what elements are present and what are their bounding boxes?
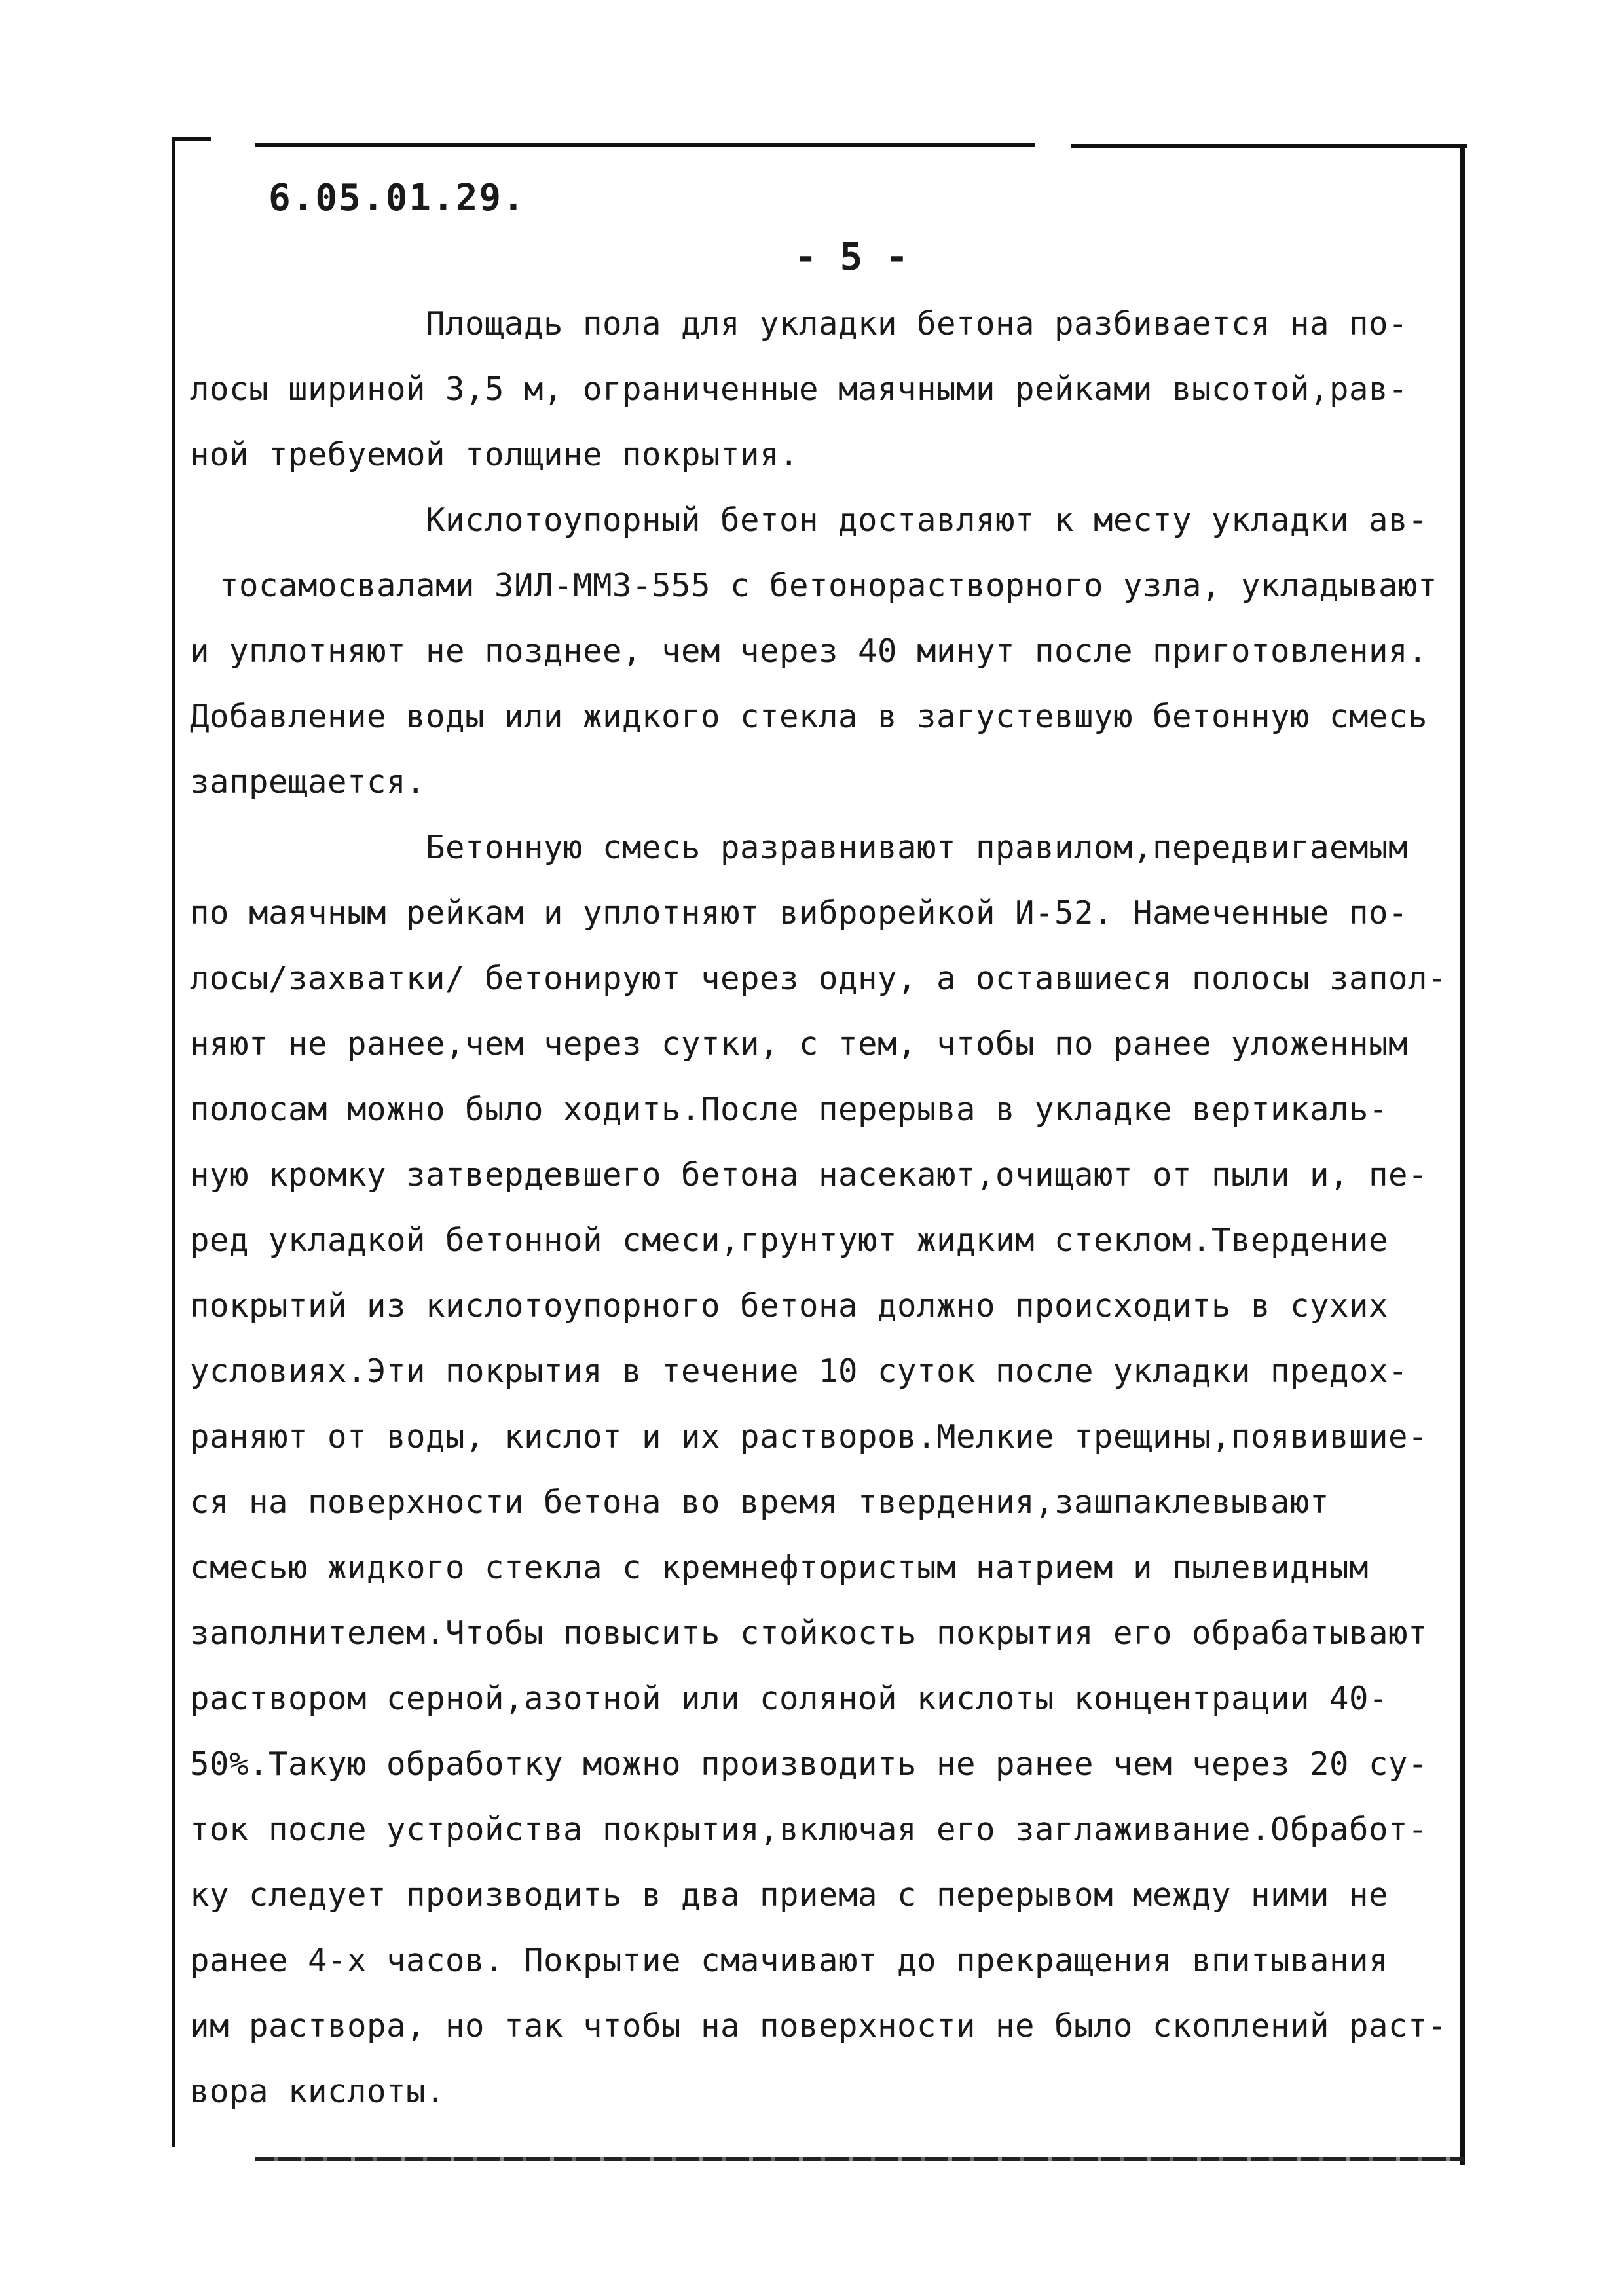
- text-line: Площадь пола для укладки бетона разбивается на по-: [426, 305, 1409, 342]
- frame-top-right-line: [1071, 144, 1467, 148]
- text-line: им раствора, но так чтобы на поверхности не было скоплений раст-: [190, 2007, 1448, 2045]
- frame-left-line: [172, 137, 175, 2147]
- text-line: ся на поверхности бетона во время твердения,зашпаклевывают: [190, 1484, 1330, 1521]
- text-line: смесью жидкого стекла с кремнефтористым натрием и пылевидным: [190, 1549, 1369, 1586]
- text-line: лосы шириной 3,5 м, ограниченные маячными рейками высотой,рав-: [190, 371, 1409, 408]
- text-line: покрытий из кислотоупорного бетона должно происходить в сухих: [190, 1287, 1389, 1324]
- text-line: тосамосвалами ЗИЛ-ММЗ-555 с бетонорастворного узла, укладывают: [219, 567, 1438, 604]
- text-line: полосам можно было ходить.После перерыва в укладке вертикаль-: [190, 1091, 1389, 1128]
- text-line: раняют от воды, кислот и их растворов.Мелкие трещины,появившие-: [190, 1418, 1428, 1455]
- frame-top-line: [255, 143, 1035, 147]
- text-line: и уплотняют не позднее, чем через 40 минут после приготовления.: [190, 632, 1428, 670]
- text-line: по маячным рейкам и уплотняют виброрейкой И-52. Намеченные по-: [190, 894, 1409, 932]
- text-line: ред укладкой бетонной смеси,грунтуют жидким стеклом.Твердение: [190, 1222, 1389, 1259]
- text-line: ток после устройства покрытия,включая его заглаживание.Обработ-: [190, 1811, 1428, 1848]
- text-line: ку следует производить в два приема с перерывом между ними не: [190, 1876, 1389, 1914]
- frame-bottom-line: [255, 2157, 1464, 2161]
- frame-top-left-line: [172, 137, 211, 141]
- document-body: [190, 291, 1454, 2124]
- frame-right-line: [1460, 145, 1465, 2165]
- page-number: - 5 -: [794, 234, 909, 279]
- text-line: ной требуемой толщине покрытия.: [190, 436, 800, 473]
- text-line: условиях.Эти покрытия в течение 10 суток после укладки предох-: [190, 1353, 1409, 1390]
- text-line: Бетонную смесь разравнивают правилом,передвигаемым: [426, 829, 1409, 866]
- text-line: заполнителем.Чтобы повысить стойкость покрытия его обрабатывают: [190, 1614, 1428, 1652]
- text-line: ную кромку затвердевшего бетона насекают,очищают от пыли и, пе-: [190, 1156, 1428, 1194]
- text-line: Кислотоупорный бетон доставляют к месту укладки ав-: [426, 501, 1428, 539]
- text-line: запрещается.: [190, 763, 426, 801]
- text-line: раствором серной,азотной или соляной кислоты концентрации 40-: [190, 1680, 1389, 1717]
- text-line: няют не ранее,чем через сутки, с тем, чтобы по ранее уложенным: [190, 1025, 1409, 1063]
- text-line: 50%.Такую обработку можно производить не ранее чем через 20 су-: [190, 1745, 1428, 1783]
- text-line: Добавление воды или жидкого стекла в загустевшую бетонную смесь: [190, 698, 1428, 735]
- text-line: ранее 4-х часов. Покрытие смачивают до прекращения впитывания: [190, 1942, 1389, 1979]
- text-line: лосы/захватки/ бетонируют через одну, а оставшиеся полосы запол-: [190, 960, 1448, 997]
- text-line: вора кислоты.: [190, 2073, 446, 2110]
- document-code: 6.05.01.29.: [268, 177, 526, 219]
